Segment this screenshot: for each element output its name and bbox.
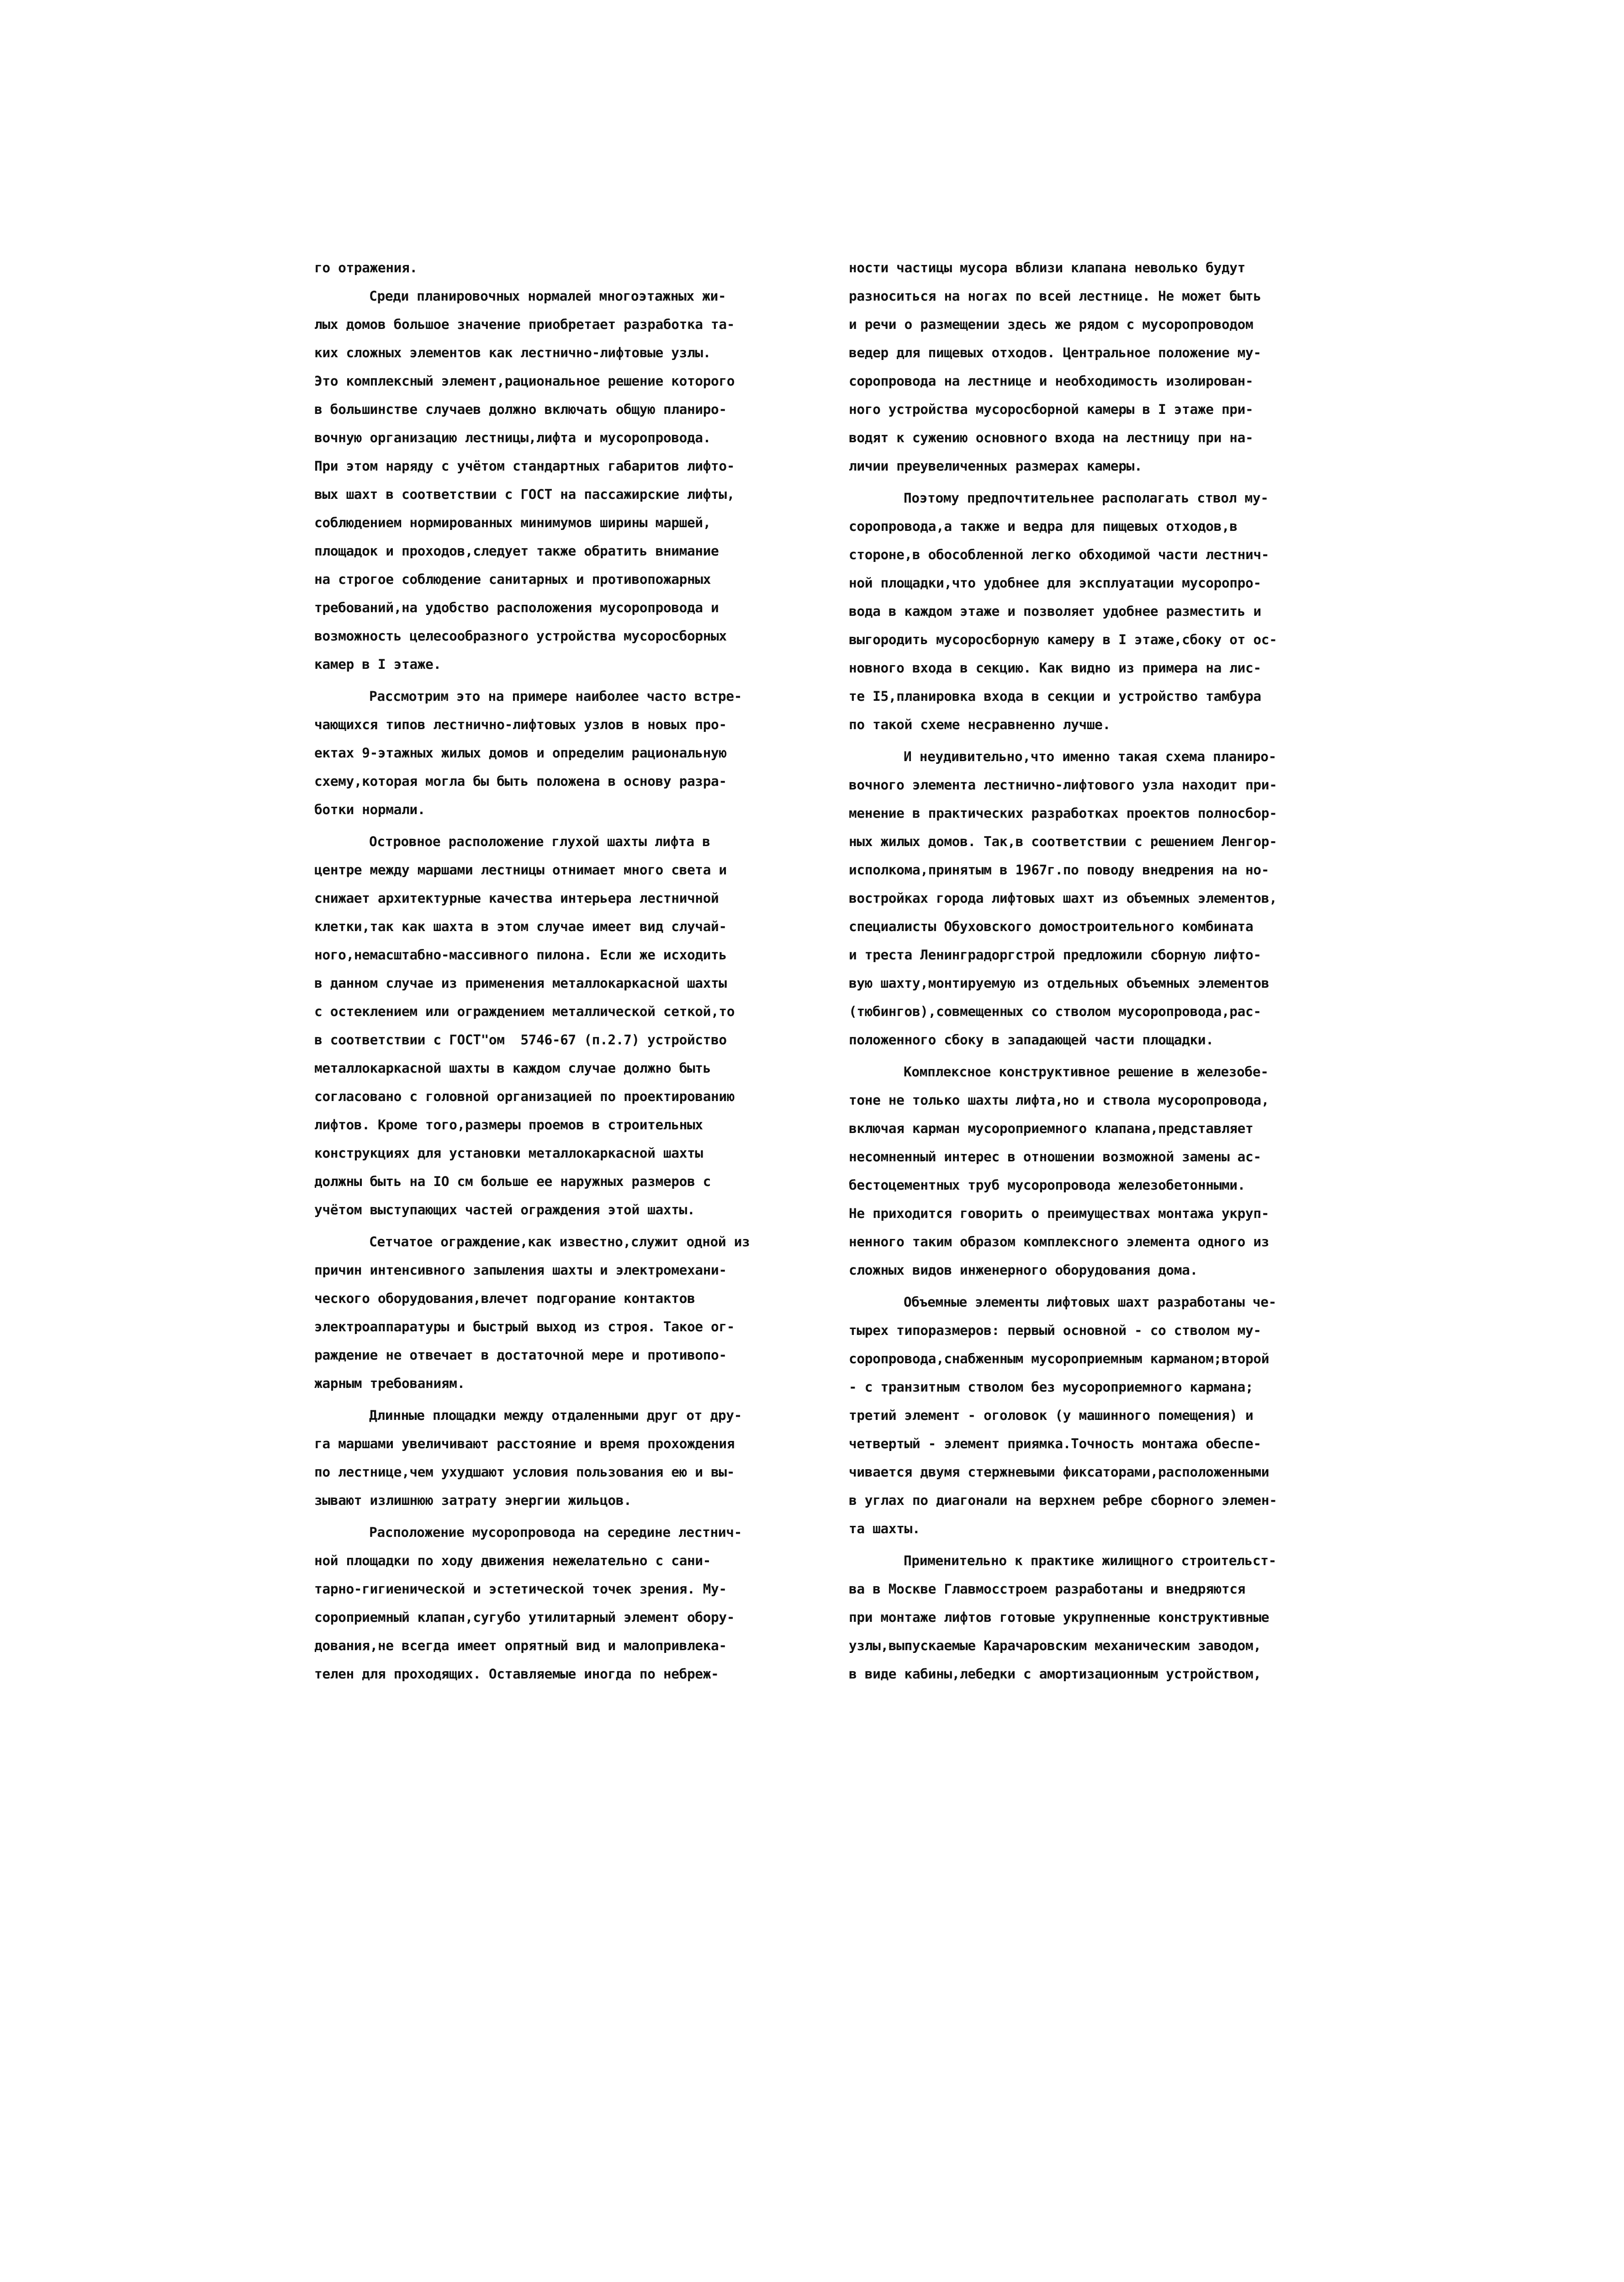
text-line: соропровода,а также и ведра для пищевых отходов,в: [849, 519, 1238, 534]
text-line: площадок и проходов,следует также обратить внимание: [314, 543, 719, 559]
text-line: выгородить мусоросборную камеру в I этаже,сбоку от ос-: [849, 632, 1277, 647]
text-line: востройках города лифтовых шахт из объемных элементов,: [849, 890, 1277, 906]
text-line: центре между маршами лестницы отнимает много света и: [314, 862, 727, 878]
text-line: ного,немасштабно-массивного пилона. Если же исходить: [314, 947, 727, 963]
text-line: ектах 9-этажных жилых домов и определим рациональную: [314, 745, 727, 761]
text-line: схему,которая могла бы быть положена в основу разра-: [314, 773, 727, 789]
text-line: лых домов большое значение приобретает разработка та-: [314, 317, 735, 332]
text-line: телен для проходящих. Оставляемые иногда по небреж-: [314, 1666, 719, 1682]
text-line: го отражения.: [314, 260, 418, 275]
text-line: и речи о размещении здесь же рядом с мусоропроводом: [849, 317, 1254, 332]
text-line: ведер для пищевых отходов. Центральное положение му-: [849, 345, 1261, 360]
text-line: та шахты.: [849, 1521, 920, 1536]
text-line: лифтов. Кроме того,размеры проемов в строительных: [314, 1117, 703, 1133]
text-line: сложных видов инженерного оборудования дома.: [849, 1262, 1198, 1278]
text-line: ботки нормали.: [314, 802, 426, 817]
text-line: ва в Москве Главмосстроем разработаны и внедряются: [849, 1581, 1246, 1597]
text-line: ного устройства мусоросборной камеры в I этаже при-: [849, 402, 1254, 417]
right-text-column: [849, 254, 1342, 1688]
text-line: возможность целесообразного устройства мусоросборных: [314, 628, 727, 644]
text-line: узлы,выпускаемые Карачаровским механическим заводом,: [849, 1638, 1261, 1653]
text-line: соблюдением нормированных минимумов ширины маршей,: [314, 515, 711, 530]
text-line: Рассмотрим это на примере наиболее часто встре-: [369, 688, 742, 704]
text-line: по такой схеме несравненно лучше.: [849, 717, 1111, 732]
text-line: Длинные площадки между отдаленными друг от дру-: [369, 1408, 742, 1423]
text-line: по лестнице,чем ухудшают условия пользования ею и вы-: [314, 1464, 735, 1480]
text-line: разноситься на ногах по всей лестнице. Не может быть: [849, 288, 1261, 304]
text-line: вода в каждом этаже и позволяет удобнее разместить и: [849, 604, 1261, 619]
text-line: Это комплексный элемент,рациональное решение которого: [314, 373, 735, 389]
text-line: ности частицы мусора вблизи клапана неволько будут: [849, 260, 1246, 275]
text-line: металлокаркасной шахты в каждом случае должно быть: [314, 1060, 711, 1076]
text-line: требований,на удобство расположения мусоропровода и: [314, 600, 719, 615]
text-line: Сетчатое ограждение,как известно,служит одной из: [369, 1234, 750, 1250]
text-line: электроаппаратуры и быстрый выход из строя. Такое ог-: [314, 1319, 735, 1334]
text-line: специалисты Обуховского домостроительного комбината: [849, 919, 1254, 934]
text-line: Расположение мусоропровода на середине лестнич-: [369, 1525, 742, 1540]
text-line: новного входа в секцию. Как видно из примера на лис-: [849, 660, 1261, 676]
text-line: исполкома,принятым в 1967г.по поводу внедрения на но-: [849, 862, 1270, 878]
text-line: личии преувеличенных размерах камеры.: [849, 458, 1143, 474]
text-line: те I5,планировка входа в секции и устройство тамбура: [849, 688, 1261, 704]
text-line: вочного элемента лестнично-лифтового узла находит при-: [849, 777, 1277, 793]
text-line: вых шахт в соответствии с ГОСТ на пассажирские лифты,: [314, 487, 735, 502]
text-line: Объемные элементы лифтовых шахт разработаны че-: [904, 1294, 1276, 1310]
text-line: Применительно к практике жилищного строительст-: [904, 1553, 1276, 1568]
text-line: зывают излишнюю затрату энергии жильцов.: [314, 1493, 632, 1508]
text-line: при монтаже лифтов готовые укрупненные конструктивные: [849, 1610, 1270, 1625]
text-line: вочную организацию лестницы,лифта и мусоропровода.: [314, 430, 711, 445]
text-line: соропровода,снабженным мусороприемным карманом;второй: [849, 1351, 1270, 1366]
text-line: Среди планировочных нормалей многоэтажных жи-: [369, 288, 726, 304]
text-line: соропровода на лестнице и необходимость изолирован-: [849, 373, 1254, 389]
text-line: Не приходится говорить о преимуществах монтажа укруп-: [849, 1206, 1270, 1221]
text-line: Поэтому предпочтительнее располагать ствол му-: [904, 490, 1269, 506]
text-line: снижает архитектурные качества интерьера лестничной: [314, 890, 719, 906]
text-line: третий элемент - оголовок (у машинного помещения) и: [849, 1408, 1254, 1423]
text-line: стороне,в обособленной легко обходимой части лестнич-: [849, 547, 1270, 562]
text-line: га маршами увеличивают расстояние и время прохождения: [314, 1436, 735, 1451]
text-line: положенного сбоку в западающей части площадки.: [849, 1032, 1214, 1048]
text-line: бестоцементных труб мусоропровода железобетонными.: [849, 1177, 1246, 1193]
text-line: И неудивительно,что именно такая схема планиро-: [904, 749, 1276, 764]
text-line: жарным требованиям.: [314, 1376, 465, 1391]
text-line: чающихся типов лестнично-лифтовых узлов в новых про-: [314, 717, 727, 732]
text-line: менение в практических разработках проектов полносбор-: [849, 805, 1277, 821]
text-line: ных жилых домов. Так,в соответствии с решением Ленгор-: [849, 834, 1277, 849]
text-line: - с транзитным стволом без мусороприемного кармана;: [849, 1379, 1254, 1395]
text-line: в виде кабины,лебедки с амортизационным устройством,: [849, 1666, 1261, 1682]
text-line: в соответствии с ГОСТ"ом 5746-67 (п.2.7) устройство: [314, 1032, 727, 1048]
text-line: ной площадки,что удобнее для эксплуатации мусоропро-: [849, 575, 1261, 591]
text-line: чивается двумя стержневыми фиксаторами,расположенными: [849, 1464, 1270, 1480]
left-text-column: [314, 254, 808, 1688]
text-line: в углах по диагонали на верхнем ребре сборного элемен-: [849, 1493, 1277, 1508]
text-line: вую шахту,монтируемую из отдельных объемных элементов: [849, 975, 1270, 991]
text-line: в данном случае из применения металлокаркасной шахты: [314, 975, 727, 991]
text-line: тоне не только шахты лифта,но и ствола мусоропровода,: [849, 1092, 1270, 1108]
text-line: дования,не всегда имеет опрятный вид и малопривлека-: [314, 1638, 727, 1653]
text-line: причин интенсивного запыления шахты и электромехани-: [314, 1262, 727, 1278]
text-line: клетки,так как шахта в этом случае имеет вид случай-: [314, 919, 727, 934]
text-line: четвертый - элемент приямка.Точность монтажа обеспе-: [849, 1436, 1261, 1451]
text-line: ной площадки по ходу движения нежелательно с сани-: [314, 1553, 711, 1568]
text-line: тарно-гигиенической и эстетической точек зрения. Му-: [314, 1581, 727, 1597]
text-line: тырех типоразмеров: первый основной - со стволом му-: [849, 1323, 1261, 1338]
text-line: водят к сужению основного входа на лестницу при на-: [849, 430, 1254, 445]
text-line: ких сложных элементов как лестнично-лифтовые узлы.: [314, 345, 711, 360]
text-line: (тюбингов),совмещенных со стволом мусоропровода,рас-: [849, 1004, 1261, 1019]
text-line: При этом наряду с учётом стандартных габаритов лифто-: [314, 458, 735, 474]
text-line: Комплексное конструктивное решение в железобе-: [904, 1064, 1269, 1080]
text-line: конструкциях для установки металлокаркасной шахты: [314, 1145, 703, 1161]
text-line: в большинстве случаев должно включать общую планиро-: [314, 402, 727, 417]
text-line: ненного таким образом комплексного элемента одного из: [849, 1234, 1270, 1250]
text-line: учётом выступающих частей ограждения этой шахты.: [314, 1202, 695, 1218]
text-line: с остеклением или ограждением металлической сеткой,то: [314, 1004, 735, 1019]
text-line: на строгое соблюдение санитарных и противопожарных: [314, 572, 711, 587]
text-line: и треста Ленинградоргстрой предложили сборную лифто-: [849, 947, 1261, 963]
text-line: согласовано с головной организацией по проектированию: [314, 1089, 735, 1104]
text-line: раждение не отвечает в достаточной мере и противопо-: [314, 1347, 727, 1363]
text-line: должны быть на IO см больше ее наружных размеров с: [314, 1174, 711, 1189]
text-line: сороприемный клапан,сугубо утилитарный элемент обору-: [314, 1610, 735, 1625]
text-line: несомненный интерес в отношении возможной замены ас-: [849, 1149, 1261, 1165]
text-line: включая карман мусороприемного клапана,представляет: [849, 1121, 1254, 1136]
text-line: Островное расположение глухой шахты лифта в: [369, 834, 710, 849]
text-line: ческого оборудования,влечет подгорание контактов: [314, 1291, 695, 1306]
text-line: камер в I этаже.: [314, 657, 441, 672]
